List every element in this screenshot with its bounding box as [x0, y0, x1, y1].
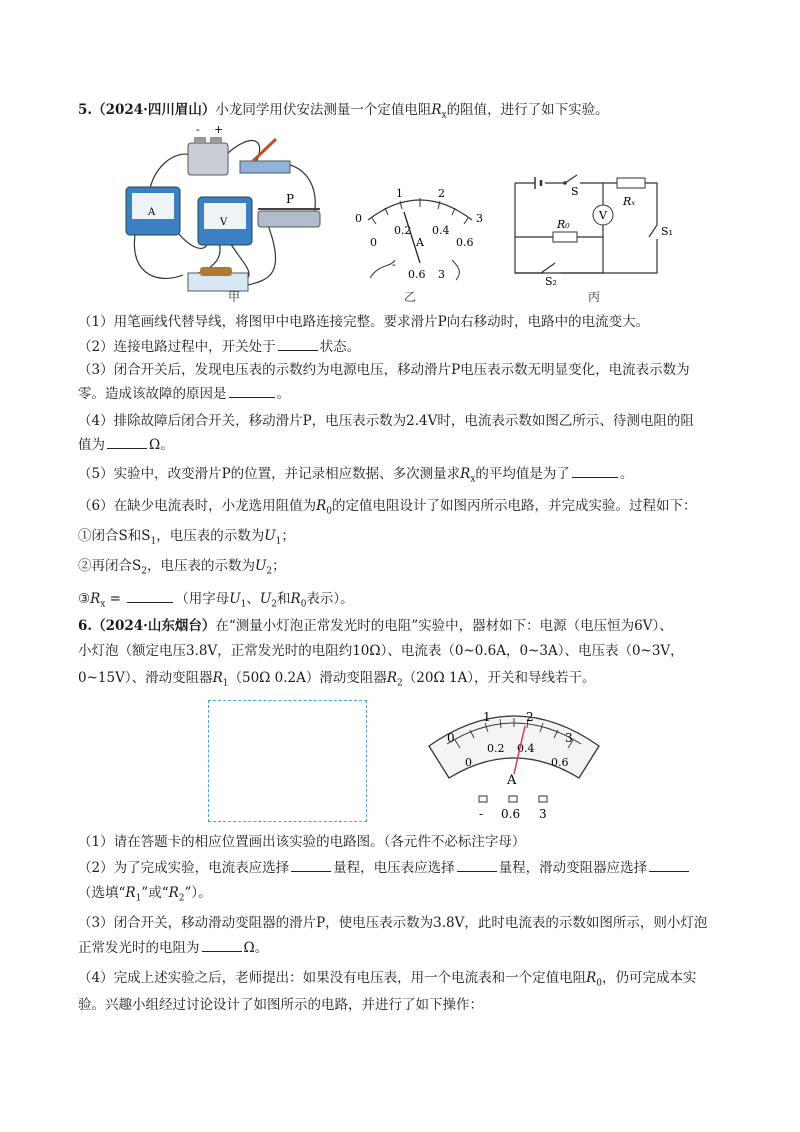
q6-part-2-text-3: 量程，滑动变阻器应选择: [498, 860, 648, 876]
q6-part-3-unit: Ω。: [243, 940, 269, 956]
switch-s2-label: S₂: [545, 275, 557, 288]
var-r: R: [386, 670, 398, 686]
var-s: S: [141, 528, 151, 544]
q5-part-6-text: （6）在缺少电流表时，小龙选用阻值为: [78, 498, 317, 514]
meter-bottom-label-02: 0.2: [487, 742, 505, 755]
q6-part-3-line2: [78, 937, 268, 958]
meter-bottom-label-04: 0.4: [517, 742, 535, 755]
q6-number: 6.: [78, 618, 93, 634]
answer-blank[interactable]: [649, 857, 689, 872]
q5-part-5: [78, 463, 633, 490]
q6-part-2-text-5: ”或“: [141, 885, 169, 901]
q5-part-2-text-2: 状态。: [319, 339, 361, 355]
sub-2: 2: [271, 599, 278, 610]
q5-step-3: [78, 588, 354, 615]
answer-blank[interactable]: [278, 336, 318, 351]
q5-stem: [78, 100, 609, 126]
q5-part-4-unit: Ω。: [149, 437, 174, 453]
sub-1: 1: [135, 893, 142, 904]
meter-terminal-3: 3: [539, 807, 547, 821]
var-u: U: [259, 591, 272, 607]
q5-part-6: [78, 496, 697, 522]
battery: [188, 143, 228, 175]
sub-2: 2: [397, 678, 403, 689]
q6-part-4-text: （4）完成上述实验之后，老师提出：如果没有电压表，用一个电流表和一个定值电阻: [78, 970, 587, 986]
q6-source: （2024·山东烟台）: [92, 618, 216, 634]
q5-part-2-text: （2）连接电路过程中，开关处于: [78, 339, 276, 355]
switch-s1: [649, 225, 657, 237]
rheostat: [258, 211, 320, 227]
q5-part-4-line2: [78, 434, 174, 455]
battery-terminal: [194, 137, 206, 143]
q5-part-4-text: 值为: [78, 437, 105, 453]
dial-terminal-3: 3: [438, 268, 445, 281]
q5-source: （2024·四川眉山）: [92, 102, 216, 118]
meter-top-label-1: 1: [483, 710, 491, 724]
switch-s2: [541, 263, 555, 273]
var-u: U: [229, 591, 241, 607]
step-2-text: ②再闭合: [78, 558, 132, 574]
answer-blank[interactable]: [107, 434, 147, 449]
meter-top-label-3: 3: [565, 731, 573, 745]
switch-s-pivot: [563, 181, 567, 185]
meter-terminal-minus: -: [479, 807, 484, 821]
q6-stem-text-3a: 0~15V）、滑动变阻器: [78, 670, 213, 686]
step-3-equals: =: [105, 591, 126, 607]
q5-step-2: [78, 556, 286, 582]
figure-yi-ammeter-dial: [350, 188, 490, 283]
q5-part-3-line2: [78, 383, 290, 404]
q6-part-2-end: ”）。: [184, 885, 212, 901]
dial-bottom-label-04: 0.4: [432, 224, 450, 237]
q6-part-3-text: 正常发光时的电阻为: [78, 940, 200, 956]
q5-part-1: （1）用笔画线代替导线，将图甲中电路连接完整。要求滑片P向右移动时，电路中的电流变大。: [78, 314, 650, 330]
switch-s1-label: S₁: [661, 225, 673, 238]
q6-part-4-line2: 验。兴趣小组经过讨论设计了如图所示的电路，并进行了如下操作：: [78, 997, 483, 1013]
sub-1: 1: [150, 536, 157, 547]
q6-part-1: （1）请在答题卡的相应位置画出该实验的电路图。（各元件不必标注字母）: [78, 834, 526, 850]
voltmeter-v-label: V: [599, 209, 607, 222]
sub-2: 2: [266, 566, 273, 577]
sub-0: 0: [326, 506, 332, 517]
rheostat-p-label: P: [286, 192, 295, 206]
q5-stem-text: 小龙同学用伏安法测量一个定值电阻: [215, 102, 432, 118]
q6-part-3-line1: （3）闭合开关，移动滑动变阻器的滑片P，使电压表示数为3.8V，此时电流表的示数如图所示，则小灯泡: [78, 915, 708, 931]
q6-ammeter-meter: [425, 696, 603, 824]
sub-1: 1: [275, 536, 282, 547]
dial-terminal-06: 0.6: [408, 268, 426, 281]
q5-part-4-line1: （4）排除故障后闭合开关，移动滑片P，电压表示数为2.4V时，电流表示数如图乙所示、待测电阻的阻: [78, 413, 694, 429]
q6-stem-line3: [78, 668, 596, 694]
meter-bottom-label-0: 0: [465, 756, 472, 769]
answer-blank[interactable]: [127, 588, 173, 603]
dial-lead-wire: [452, 260, 459, 280]
sub-x: x: [100, 599, 106, 610]
sub-1: 1: [240, 599, 247, 610]
figure-jia-circuit: [118, 125, 333, 300]
q5-part-3-line1: （3）闭合开关后，发现电压表的示数约为电源电压，移动滑片P电压表示数无明显变化，电流表示数为: [78, 362, 690, 378]
var-r: R: [586, 970, 597, 986]
answer-blank[interactable]: [572, 463, 618, 478]
step-1-text-2: ，电压表的示数为: [156, 528, 265, 544]
var-r: R: [125, 885, 136, 901]
q6-part-4-text-2: ，仍可完成本实: [602, 970, 697, 986]
battery-terminal: [210, 137, 222, 143]
answer-blank[interactable]: [457, 857, 497, 872]
circuit-drawing-area[interactable]: [208, 700, 367, 822]
meter-top-label-0: 0: [447, 731, 455, 745]
q6-stem-text: 在“测量小灯泡正常发光时的电阻”实验中，器材如下：电源（电压恒为6V）、: [215, 618, 673, 634]
meter-terminals: [479, 796, 547, 802]
var-r: R: [316, 498, 327, 514]
dial-ticks: [372, 198, 468, 224]
step-2-text-2: ，电压表的示数为: [146, 558, 255, 574]
voltmeter-unit-label: V: [220, 217, 228, 228]
dial-top-label-0: 0: [355, 212, 362, 225]
step-3-and: 和: [277, 591, 291, 607]
q5-part-5-text: （5）实验中，改变滑片P的位置，并记录相应数据、多次测量求: [78, 466, 461, 482]
q6-part-2-line1: [78, 857, 691, 878]
sub-2: 2: [141, 566, 147, 577]
var-r: R: [431, 102, 442, 118]
battery-minus-label: -: [196, 123, 200, 136]
q6-part-2-text-2: 量程，电压表应选择: [333, 860, 455, 876]
sub-1: 1: [222, 678, 229, 689]
ammeter-unit-label: A: [148, 207, 156, 218]
dial-terminal-minus: -: [392, 258, 396, 271]
q5-part-5-end: 。: [619, 466, 634, 482]
q5-part-3-text: 零。造成该故障的原因是: [78, 386, 227, 402]
answer-blank[interactable]: [202, 937, 242, 952]
q6-stem-text-3b: （50Ω 0.2A）滑动变阻器: [228, 670, 387, 686]
meter-unit-label: A: [507, 773, 517, 788]
meter-terminal-06: 0.6: [501, 807, 521, 821]
schematic-wires: [515, 183, 657, 273]
sub-2: 2: [178, 893, 185, 904]
dial-bottom-label-06: 0.6: [456, 236, 474, 249]
answer-blank[interactable]: [229, 383, 275, 398]
step-1-end: ；: [281, 528, 295, 544]
dial-top-label-2: 2: [438, 187, 445, 200]
var-r: R: [212, 670, 223, 686]
resistor-r0-label: R₀: [557, 218, 570, 231]
step-1-text: ①闭合S和: [78, 528, 142, 544]
switch-s-label: S: [571, 185, 579, 198]
q6-part-2-line2: [78, 883, 212, 909]
resistor-rx-label: Rₓ: [623, 195, 636, 208]
step-3-sep: 、: [246, 591, 260, 607]
q5-part-5-text-2: 的平均值是为了: [475, 466, 570, 482]
var-u: U: [254, 558, 267, 574]
sub-0: 0: [300, 599, 307, 610]
figure-bing-caption: 丙: [588, 290, 601, 304]
q6-stem-line1: [78, 616, 673, 636]
step-3-end: 表示）。: [306, 591, 354, 607]
var-r: R: [460, 466, 471, 482]
figure-bing-schematic: [505, 175, 673, 288]
q6-part-2-text-4: （选填“: [78, 885, 126, 901]
step-2-end: ；: [272, 558, 286, 574]
meter-bottom-label-06: 0.6: [551, 756, 569, 769]
switch-s: [565, 175, 577, 183]
answer-blank[interactable]: [291, 857, 331, 872]
dial-top-label-1: 1: [396, 187, 403, 200]
meter-top-label-2: 2: [526, 710, 534, 724]
var-r: R: [90, 591, 101, 607]
var-r: R: [290, 591, 301, 607]
figure-jia-caption: 甲: [228, 290, 241, 304]
dial-unit-label: A: [416, 236, 424, 249]
q6-part-2-text: （2）为了完成实验，电流表应选择: [78, 860, 290, 876]
q6-part-4-line1: [78, 968, 697, 994]
switch-base: [240, 161, 290, 173]
var-s: S: [132, 558, 142, 574]
step-3-text-2: （用字母: [175, 591, 230, 607]
resistor: [200, 267, 232, 276]
step-3-text: ③: [78, 591, 91, 607]
dial-bottom-label-0: 0: [370, 236, 377, 249]
resistor-rx: [617, 178, 645, 188]
q5-part-6-text-2: 的定值电阻设计了如图丙所示电路，并完成实验。过程如下：: [332, 498, 697, 514]
q5-part-2: [78, 336, 360, 357]
dial-top-label-3: 3: [476, 212, 483, 225]
sub-x: x: [441, 110, 447, 121]
q6-stem-line2: 小灯泡（额定电压3.8V，正常发光时的电阻约10Ω）、电流表（0~0.6A，0~3A）、电压表（0~3V，: [78, 643, 684, 659]
sub-x: x: [470, 474, 476, 485]
battery-plus-label: +: [214, 123, 224, 136]
q5-stem-text-2: 的阻值，进行了如下实验。: [446, 102, 609, 118]
q5-step-1: [78, 526, 295, 552]
q5-number: 5.: [78, 102, 93, 118]
sub-0: 0: [596, 978, 602, 989]
figure-yi-caption: 乙: [404, 290, 417, 304]
var-r: R: [168, 885, 179, 901]
q6-stem-text-3c: （20Ω 1A），开关和导线若干。: [402, 670, 596, 686]
resistor-r0: [553, 232, 577, 242]
dial-bottom-label-02: 0.2: [394, 224, 412, 237]
q5-part-3-end: 。: [276, 386, 290, 402]
var-u: U: [264, 528, 276, 544]
